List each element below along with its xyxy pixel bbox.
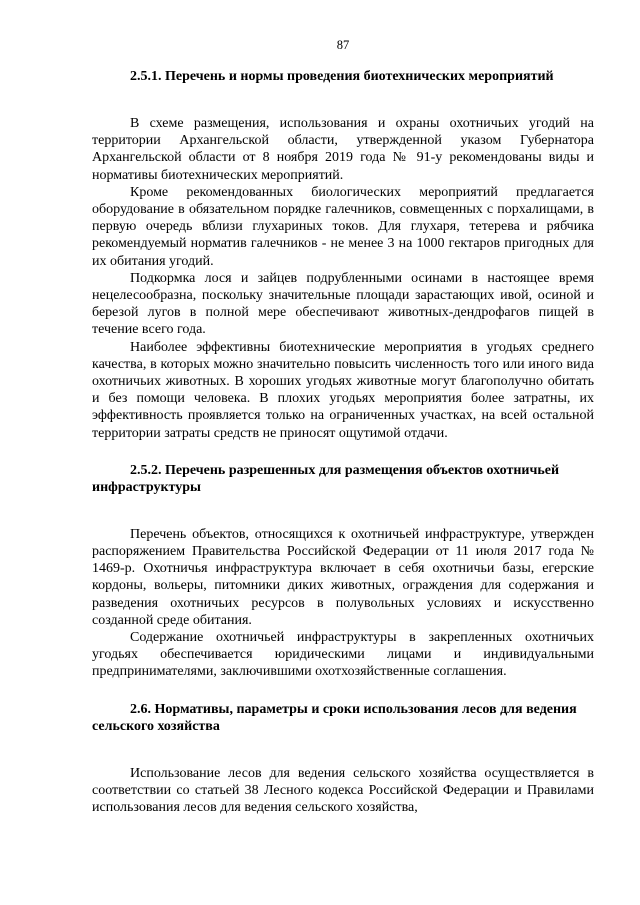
paragraph: Использование лесов для ведения сельского хозяйства осуществляется в соответствии со статьей 38 Лесного кодекса Российской Федерации и Правилами использования лесов для ведения сельского хозяйства, [92, 765, 594, 816]
paragraph: Подкормка лося и зайцев подрубленными осинами в настоящее время нецелесообразна, поскольку значительные площади зарастающих ивой, осиной и березой лугов в полной мере обеспечивают животных-дендрофагов пищей в течение всего года. [92, 270, 594, 338]
section-heading-2-5-1: 2.5.1. Перечень и нормы проведения биотехнических мероприятий [130, 69, 554, 84]
document-page [92, 38, 594, 816]
paragraph: В схеме размещения, использования и охраны охотничьих угодий на территории Архангельской области, утвержденной указом Губернатора Архангельской области от 8 ноября 2019 года № 91-у рекомендованы виды и нормативы биотехнических мероприятий. [92, 116, 594, 183]
paragraph: Кроме рекомендованных биологических мероприятий предлагается оборудование в обязательном порядке галечников, совмещенных с порхалищами, в первую очередь вблизи глухариных токов. Для глухаря, тетерева и рябчика рекомендуемый норматив галечников - не менее 3 на 1000 гектаров пригодных для их обитания угодий. [92, 184, 594, 269]
section-heading-2-5-2: 2.5.2. Перечень разрешенных для размещения объектов охотничьей инфраструктуры [92, 462, 560, 495]
paragraph: Содержание охотничьей инфраструктуры в закрепленных охотничьих угодьях обеспечивается юридическими лицами и индивидуальными предпринимателями, заключившими охотхозяйственные соглашения. [92, 630, 594, 680]
paragraph: Перечень объектов, относящихся к охотничьей инфраструктуре, утвержден распоряжением Правительства Российской Федерации от 11 июля 2017 года № 1469-р. Охотничья инфраструктура включает в себя охотничьи базы, егерские кордоны, вольеры, питомники диких животных, ограждения для содержания и разведения охотничьих ресурсов в полувольных условиях и искусственно созданной среде обитания. [92, 526, 594, 628]
section-heading-2-6: 2.6. Нормативы, параметры и сроки использования лесов для ведения сельского хозяйства [92, 701, 577, 734]
page-number: 87 [336, 38, 350, 52]
paragraph: Наиболее эффективны биотехнические мероприятия в угодьях среднего качества, в которых можно значительно повысить численность того или иного вида охотничьих животных. В хороших угодьях животные могут благополучно обитать и без помощи человека. В плохих угодьях мероприятия более затратны, их эффективность проявляется только на ограниченных участках, на всей остальной территории затраты средств не приносят ощутимой отдачи. [92, 339, 594, 441]
